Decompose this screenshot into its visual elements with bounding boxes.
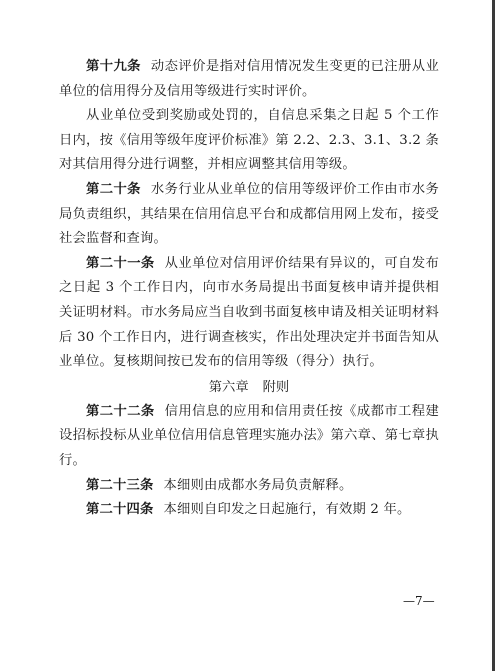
article-20 (59, 178, 439, 252)
document-body (59, 55, 439, 523)
article-24-heading: 第二十四条 (86, 502, 154, 518)
article-21 (59, 252, 439, 375)
article-20-text: 水务行业从业单位的信用等级评价工作由市水务局负责组织，其结果在信用信息平台和成都信用网上发布，接受社会监督和查询。 (59, 181, 439, 247)
article-20-heading: 第二十条 (86, 181, 141, 197)
article-23-heading: 第二十三条 (86, 477, 154, 493)
article-19 (59, 55, 439, 104)
article-24-text: 本细则自印发之日起施行，有效期 2 年。 (163, 502, 411, 518)
article-24 (59, 498, 439, 523)
article-23-text: 本细则由成都水务局负责解释。 (163, 477, 353, 493)
article-22-heading: 第二十二条 (86, 403, 155, 419)
article-19-text: 动态评价是指对信用情况发生变更的已注册从业单位的信用得分及信用等级进行实时评价。 (59, 59, 439, 99)
article-19-para-2 (59, 104, 439, 178)
page-number: —7— (403, 594, 435, 608)
article-22 (59, 400, 439, 474)
article-19-heading: 第十九条 (86, 59, 141, 74)
article-21-text: 从业单位对信用评价结果有异议的，可自发布之日起 3 个工作日内，向市水务局提出书面复核申请并提供相关证明材料。市水务局应当自收到书面复核申请及相关证明材料后 30 个工作日内，进行调查核实，作出处理决定并书面告知从业单位。复核期间按已发布的信用等级（得分）执行。 (59, 255, 440, 370)
chapter-title: 附则 (262, 379, 290, 395)
article-23 (59, 474, 439, 499)
article-19-para-2-text: 从业单位受到奖励或处罚的，自信息采集之日起 5 个工作日内，按《信用等级年度评价标准》第 2.2、2.3、3.1、3.2 条对其信用得分进行调整，并相应调整其信用等级。 (59, 108, 439, 173)
chapter-heading (59, 375, 439, 400)
chapter-number: 第六章 (208, 379, 249, 395)
article-21-heading: 第二十一条 (86, 255, 155, 271)
article-22-text: 信用信息的应用和信用责任按《成都市工程建设招标投标从业单位信用信息管理实施办法》第六章、第七章执行。 (59, 403, 440, 468)
